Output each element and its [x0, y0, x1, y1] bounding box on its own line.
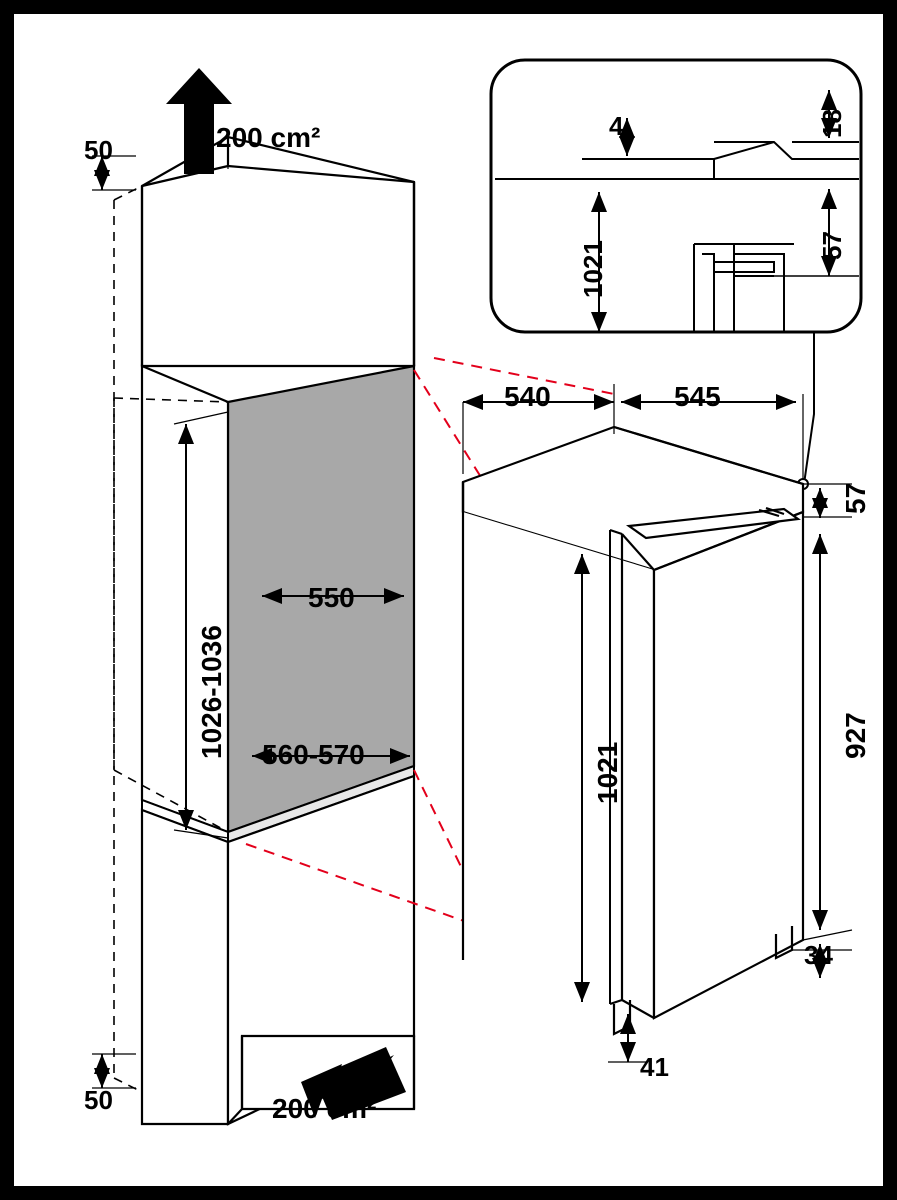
label-door-height: 927 [840, 712, 871, 759]
detail-callout [491, 60, 861, 489]
label-appliance-depth: 540 [504, 381, 551, 412]
label-appliance-width: 545 [674, 381, 721, 412]
label-hinge-offset: 57 [840, 482, 871, 514]
label-niche-width: 550 [308, 582, 355, 613]
label-plinth-offset: 41 [640, 1052, 669, 1082]
label-niche-depth: 560-570 [262, 739, 365, 770]
label-detail-inner-height: 1021 [578, 240, 608, 298]
label-niche-height: 1026-1036 [196, 625, 227, 759]
label-appliance-height: 1021 [592, 741, 623, 804]
label-vent-bottom: 200 cm² [272, 1093, 377, 1124]
diagram-canvas [14, 14, 883, 1186]
appliance [463, 427, 803, 1034]
label-vent-top: 200 cm² [216, 122, 321, 153]
label-gap-bottom: 50 [84, 1085, 113, 1115]
label-foot-height: 34 [804, 940, 833, 970]
cabinet-column [114, 137, 414, 1124]
label-detail-shelf-gap: 4 [609, 111, 624, 141]
label-detail-top-gap: 18 [817, 109, 847, 138]
label-detail-hinge: 57 [817, 231, 847, 260]
label-gap-top: 50 [84, 135, 113, 165]
technical-drawing [14, 14, 883, 1186]
